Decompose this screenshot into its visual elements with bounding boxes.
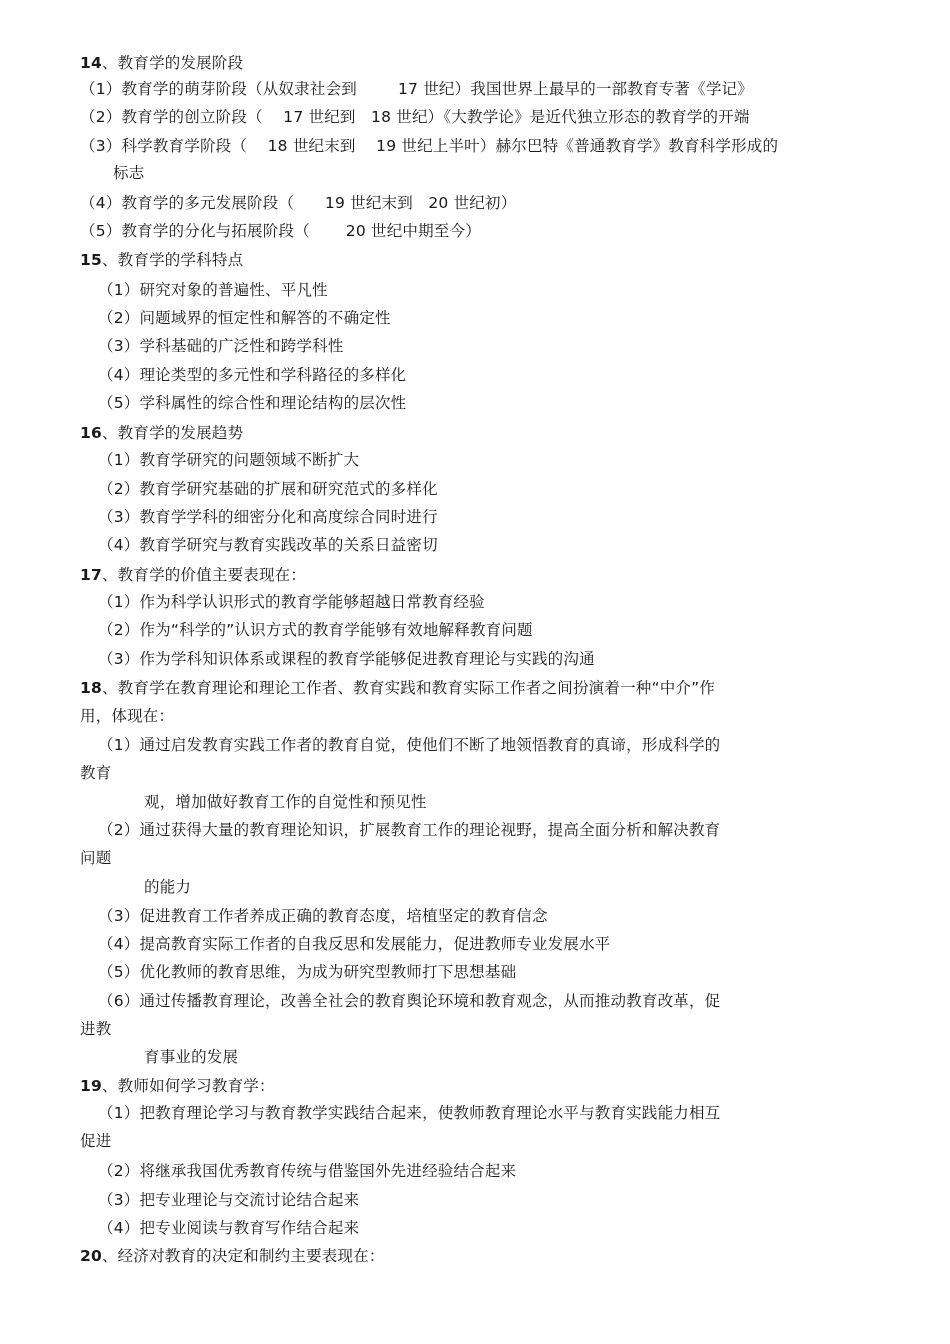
list-item: （1）把教育理论学习与教育教学实践结合起来，使教师教育理论水平与教育实践能力相互 xyxy=(98,1104,721,1122)
list-item: （3）科学教育学阶段（ 18 世纪末到 19 世纪上半叶）赫尔巴特《普通教育学》教育科学形成的 xyxy=(80,137,779,155)
list-item: （1）教育学的萌芽阶段（从奴隶社会到 17 世纪）我国世界上最早的一部教育专著《学记》 xyxy=(80,80,753,98)
list-item: （4）提高教育实际工作者的自我反思和发展能力，促进教师专业发展水平 xyxy=(98,935,611,953)
list-item: （2）问题域界的恒定性和解答的不确定性 xyxy=(98,309,391,327)
list-item: （2）作为“科学的”认识方式的教育学能够有效地解释教育问题 xyxy=(98,621,533,639)
list-item: （2）将继承我国优秀教育传统与借鉴国外先进经验结合起来 xyxy=(98,1162,517,1180)
list-item: （5）优化教师的教育思维，为成为研究型教师打下思想基础 xyxy=(98,963,517,981)
list-item: （1）通过启发教育实践工作者的教育自觉，使他们不断了地领悟教育的真谛，形成科学的 xyxy=(98,736,721,754)
list-item-continuation: 进教 xyxy=(80,1020,112,1038)
list-item: （1）研究对象的普遍性、平凡性 xyxy=(98,281,328,299)
list-item-continuation: 标志 xyxy=(113,164,145,182)
list-item: （4）教育学研究与教育实践改革的关系日益密切 xyxy=(98,536,438,554)
list-item: （3）把专业理论与交流讨论结合起来 xyxy=(98,1191,360,1209)
list-item-continuation: 育事业的发展 xyxy=(144,1048,239,1066)
heading-20: 20、经济对教育的决定和制约主要表现在： xyxy=(80,1247,385,1265)
list-item: （3）学科基础的广泛性和跨学科性 xyxy=(98,337,344,355)
list-item: （1）教育学研究的问题领域不断扩大 xyxy=(98,451,360,469)
list-item: （5）学科属性的综合性和理论结构的层次性 xyxy=(98,394,407,412)
list-item: （2）教育学研究基础的扩展和研究范式的多样化 xyxy=(98,480,438,498)
heading-14: 14、教育学的发展阶段 xyxy=(80,54,244,72)
heading-17: 17、教育学的价值主要表现在： xyxy=(80,566,307,584)
list-item-continuation: 教育 xyxy=(80,764,112,782)
list-item: （4）理论类型的多元性和学科路径的多样化 xyxy=(98,366,407,384)
list-item: （4）教育学的多元发展阶段（ 19 世纪末到 20 世纪初） xyxy=(80,194,517,212)
list-item: （1）作为科学认识形式的教育学能够超越日常教育经验 xyxy=(98,593,485,611)
list-item: （6）通过传播教育理论，改善全社会的教育舆论环境和教育观念，从而推动教育改革，促 xyxy=(98,992,721,1010)
list-item: （5）教育学的分化与拓展阶段（ 20 世纪中期至今） xyxy=(80,222,481,240)
list-item: （2）通过获得大量的教育理论知识，扩展教育工作的理论视野，提高全面分析和解决教育 xyxy=(98,821,721,839)
list-item: （2）教育学的创立阶段（ 17 世纪到 18 世纪）《大教学论》是近代独立形态的教育学的开端 xyxy=(80,108,750,126)
heading-continuation: 用，体现在： xyxy=(80,707,175,725)
heading-15: 15、教育学的学科特点 xyxy=(80,251,244,269)
list-item-continuation: 的能力 xyxy=(144,878,192,896)
list-item-continuation: 观，增加做好教育工作的自觉性和预见性 xyxy=(144,793,427,811)
list-item: （3）作为学科知识体系或课程的教育学能够促进教育理论与实践的沟通 xyxy=(98,650,595,668)
heading-18: 18、教育学在教育理论和理论工作者、教育实践和教育实际工作者之间扮演着一种“中介”作 xyxy=(80,679,716,697)
list-item-continuation: 促进 xyxy=(80,1132,112,1150)
heading-19: 19、教师如何学习教育学： xyxy=(80,1077,275,1095)
list-item-continuation: 问题 xyxy=(80,849,112,867)
list-item: （3）教育学学科的细密分化和高度综合同时进行 xyxy=(98,508,438,526)
list-item: （4）把专业阅读与教育写作结合起来 xyxy=(98,1219,360,1237)
list-item: （3）促进教育工作者养成正确的教育态度，培植坚定的教育信念 xyxy=(98,907,548,925)
heading-16: 16、教育学的发展趋势 xyxy=(80,424,244,442)
